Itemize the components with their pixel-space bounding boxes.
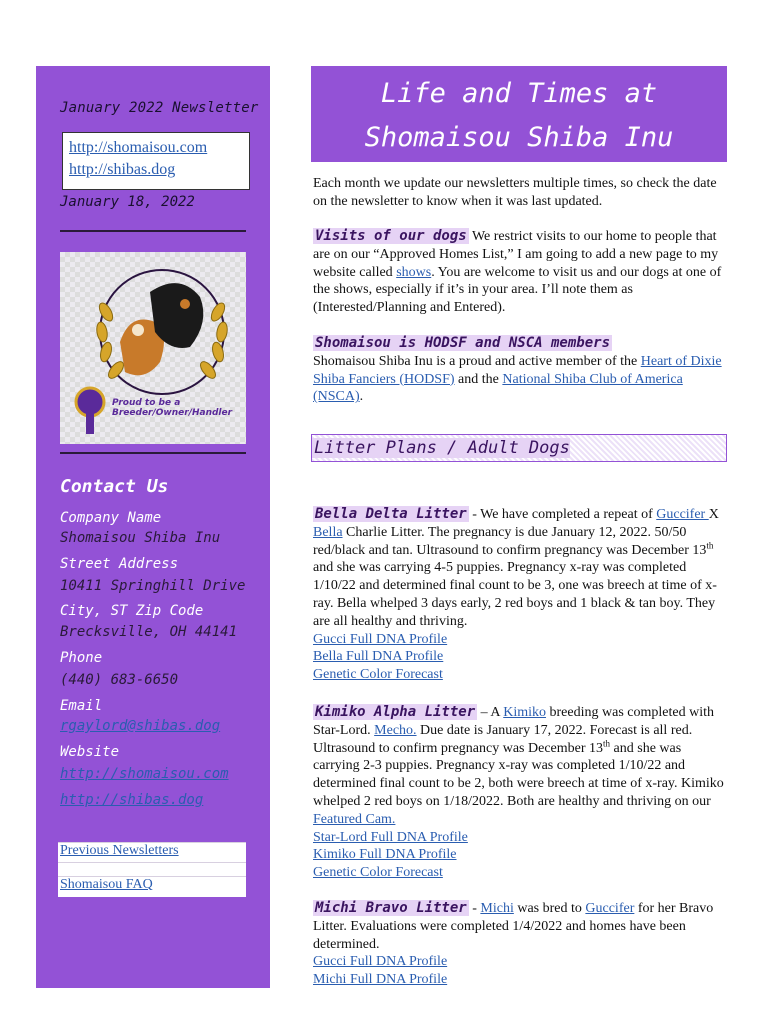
header-banner — [311, 66, 727, 162]
page-title — [311, 66, 727, 160]
superscript: th — [706, 539, 714, 550]
street-label: Street Address — [60, 556, 179, 572]
members-text: Shomaisou Shiba Inu is a proud and active member of the — [313, 353, 641, 369]
members-text: and the — [454, 371, 503, 387]
phone-value: (440) 683-6650 — [60, 672, 179, 688]
website-link-shomaisou[interactable]: http://shomaisou.com — [60, 766, 229, 782]
divider — [60, 452, 246, 454]
email-label: Email — [60, 698, 103, 714]
featured-cam-link[interactable]: Featured Cam. — [313, 811, 396, 827]
gucci-dna-link[interactable]: Gucci Full DNA Profile — [313, 631, 448, 647]
bella-link[interactable]: Bella — [313, 524, 343, 540]
website-label: Website — [60, 744, 120, 760]
michi-dna-link[interactable]: Michi Full DNA Profile — [313, 972, 448, 988]
nav-spacer — [58, 862, 246, 877]
nav-previous-newsletters[interactable] — [58, 842, 246, 863]
shows-link[interactable]: shows — [396, 264, 432, 280]
hodsf-link[interactable]: Heart of Dixie Shiba Fanciers (HODSF) — [313, 353, 722, 387]
mecho-link[interactable]: Mecho. — [374, 722, 417, 738]
bella-section — [313, 506, 725, 684]
starlord-dna-link[interactable]: Star-Lord Full DNA Profile — [313, 829, 468, 845]
kimiko-link[interactable]: Kimiko — [503, 705, 547, 720]
sidebar — [36, 66, 270, 988]
nsca-link[interactable]: National Shiba Club of America (NSCA) — [313, 371, 683, 405]
dogs-logo-image — [60, 252, 246, 444]
phone-label: Phone — [60, 650, 103, 666]
superscript: th — [603, 737, 611, 748]
kimiko-text: and she was carrying 2-3 puppies. Pregnancy x-ray was completed 1/10/22 and determined final count to be 2, both were breech at time of x-ray. Kimiko whelped 2 red boys on 1/18/2022. Both are healthy and thriving on our — [313, 740, 724, 809]
contact-heading: Contact Us — [60, 476, 169, 497]
bella-text: and she was carrying 4-5 puppies. Pregnancy x-ray was completed 1/10/22 and determined final count to be 3, one was breech at time of x-ray. Bella whelped 3 days early, 2 red boys and 1 black & tan boy. They are all healthy and thriving. — [313, 560, 717, 629]
bella-heading: Bella Delta Litter — [315, 506, 467, 522]
michi-link[interactable]: Michi — [480, 901, 514, 916]
company-label: Company Name — [60, 510, 162, 526]
title-line-2: Shomaisou Shiba Inu — [364, 122, 674, 153]
city-value: Brecksville, OH 44141 — [60, 624, 238, 640]
intro-text: Each month we update our newsletters multiple times, so check the date on the newsletter to know when it was last updated. — [313, 176, 717, 209]
city-label: City, ST Zip Code — [60, 603, 204, 619]
members-section — [313, 335, 725, 406]
kimiko-text: Due date is January 17, 2022. Forecast is all red. Ultrasound to confirm pregnancy was December 13 — [313, 722, 693, 756]
website-link-shibas[interactable]: http://shibas.dog — [60, 792, 204, 808]
bella-text: Charlie Litter. The pregnancy is due January 12, 2022. 50/50 red/black and tan. Ultrasound to confirm pregnancy was December 13 — [313, 524, 707, 558]
members-text: . — [359, 389, 364, 405]
color-forecast-link[interactable]: Genetic Color Forecast — [313, 667, 443, 683]
kimiko-text: breeding was completed with Star-Lord. — [313, 705, 714, 738]
company-value: Shomaisou Shiba Inu — [60, 530, 221, 546]
badge-text: Proud to be a Breeder/Owner/Handler — [112, 398, 233, 418]
street-value: 10411 Springhill Drive — [60, 578, 246, 594]
website-link-box — [62, 132, 250, 190]
kimiko-text: – A — [477, 705, 504, 720]
bella-text: - We have completed a repeat of — [468, 507, 657, 522]
email-link[interactable]: rgaylord@shibas.dog — [60, 718, 221, 734]
visits-heading: Visits of our dogs — [315, 228, 467, 244]
michi-text: - — [468, 901, 481, 916]
bella-text: X — [708, 507, 719, 522]
nav-label[interactable]: Shomaisou FAQ — [60, 877, 153, 892]
link-shibas-dog[interactable]: http://shibas.dog — [69, 161, 176, 178]
guccifer-link[interactable]: Guccifer — [585, 901, 635, 916]
gucci-dna-link[interactable]: Gucci Full DNA Profile — [313, 954, 448, 970]
guccifer-link[interactable]: Guccifer — [656, 507, 709, 522]
newsletter-label: January 2022 Newsletter — [60, 100, 259, 116]
visits-text: We restrict visits to our home to people that are on our “Approved Homes List,” I am going to add a new page to my website called — [313, 229, 719, 280]
color-forecast-link[interactable]: Genetic Color Forecast — [313, 865, 443, 881]
nav-label[interactable]: Previous Newsletters — [60, 843, 179, 858]
title-line-1: Life and Times at — [380, 78, 658, 109]
kimiko-section — [313, 704, 725, 882]
kimiko-heading: Kimiko Alpha Litter — [315, 704, 476, 720]
divider — [60, 230, 246, 232]
litter-section-header — [311, 434, 727, 462]
bella-dna-link[interactable]: Bella Full DNA Profile — [313, 649, 444, 665]
michi-heading: Michi Bravo Litter — [315, 900, 467, 916]
visits-text: . You are welcome to visit us and our dogs at one of the shows, especially if it’s in your area. I’ll note them as (Interested/Planning and Entered). — [313, 264, 722, 316]
newsletter-date: January 18, 2022 — [60, 194, 195, 210]
michi-text: for her Bravo Litter. Evaluations were completed 1/4/2022 and homes have been determined. — [313, 901, 714, 952]
kimiko-dna-link[interactable]: Kimiko Full DNA Profile — [313, 847, 457, 863]
visits-section — [313, 228, 725, 317]
michi-section — [313, 900, 725, 989]
link-shomaisou[interactable]: http://shomaisou.com — [69, 139, 208, 156]
nav-faq[interactable] — [58, 876, 246, 897]
members-heading: Shomaisou is HODSF and NSCA members — [315, 335, 611, 351]
litter-section-title: Litter Plans / Adult Dogs — [314, 438, 570, 458]
michi-text: was bred to — [513, 901, 586, 916]
